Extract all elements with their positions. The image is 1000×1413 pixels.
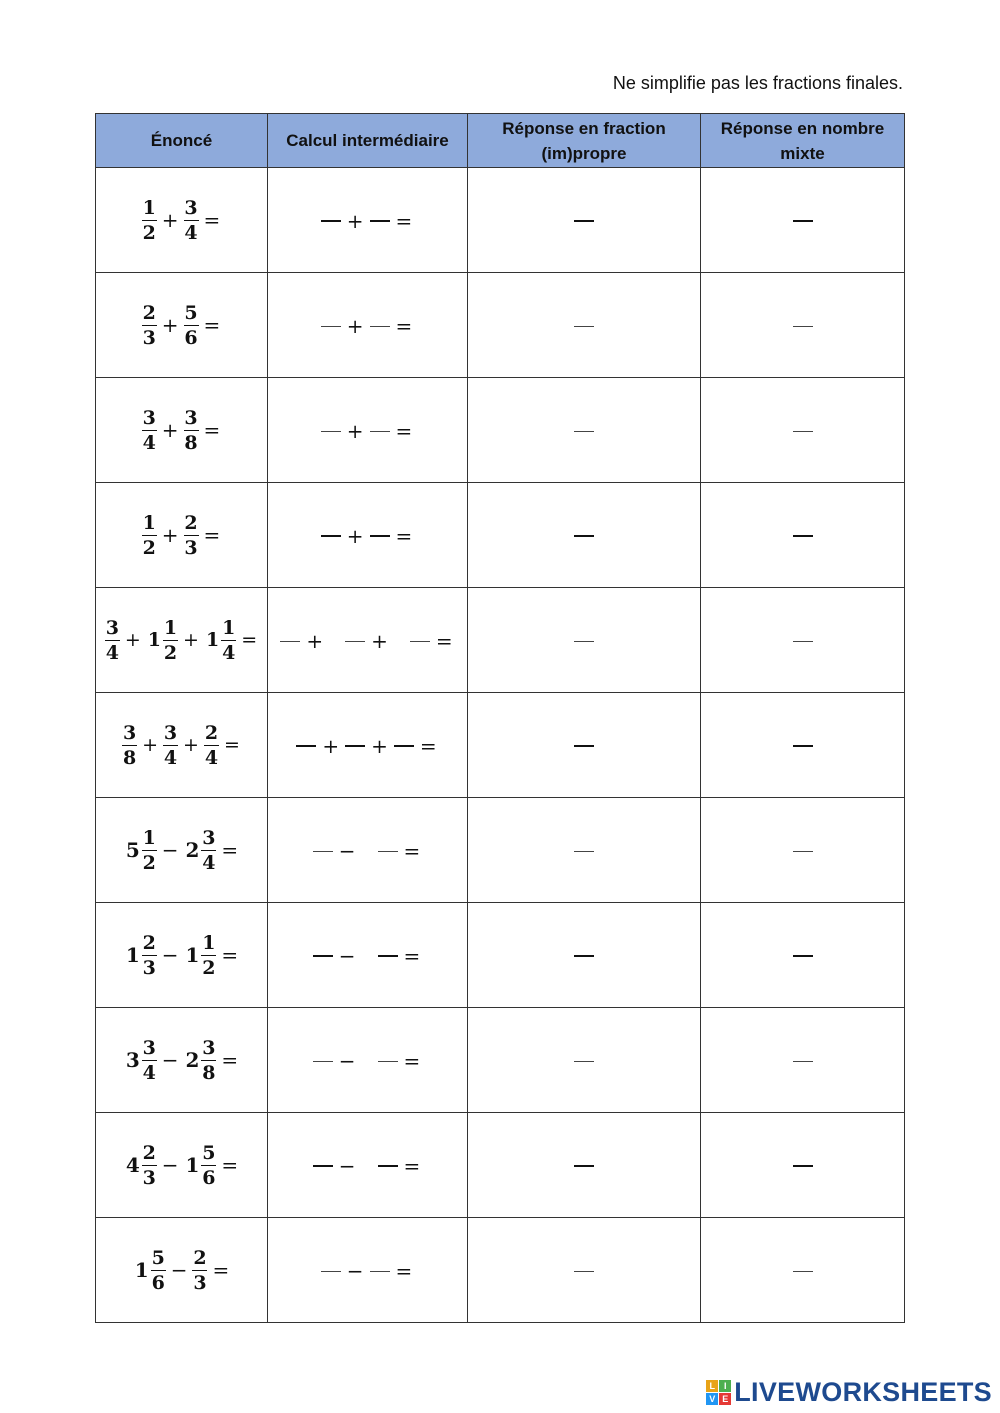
- denominator: 3: [142, 1166, 156, 1189]
- numerator: 1: [142, 826, 156, 849]
- calc-expression[interactable]: [311, 944, 425, 968]
- operator: +: [161, 523, 179, 547]
- whole-number: 1: [185, 1153, 200, 1177]
- answer-mixed-blank[interactable]: [793, 1165, 813, 1167]
- operator: +: [346, 524, 364, 548]
- table-row: [96, 483, 905, 588]
- answer-fraction-cell[interactable]: [468, 483, 701, 588]
- whole-number: 2: [185, 1048, 200, 1072]
- logo-mark-letter: E: [719, 1393, 731, 1405]
- equals-sign: =: [221, 943, 239, 967]
- numerator: 5: [151, 1246, 165, 1269]
- answer-fraction-blank[interactable]: [574, 1061, 594, 1062]
- operator: +: [161, 208, 179, 232]
- denominator: 6: [184, 326, 198, 349]
- fraction: [184, 512, 199, 559]
- fraction: [201, 932, 216, 979]
- operator: −: [161, 838, 179, 862]
- fraction-bar: [122, 745, 137, 746]
- calc-cell[interactable]: [268, 588, 468, 693]
- statement-expression: [140, 302, 224, 349]
- numerator: 2: [193, 1246, 207, 1269]
- fraction-blank[interactable]: [280, 641, 300, 642]
- equals-sign: =: [403, 839, 421, 864]
- answer-fraction-blank[interactable]: [574, 745, 594, 747]
- answer-mixed-blank[interactable]: [793, 535, 813, 537]
- answer-fraction-blank[interactable]: [574, 326, 594, 327]
- calc-expression[interactable]: [311, 1049, 425, 1073]
- fraction-blank[interactable]: [370, 431, 390, 432]
- denominator: 3: [142, 326, 156, 349]
- fraction-blank[interactable]: [345, 745, 365, 747]
- equals-sign: =: [395, 209, 413, 233]
- equals-sign: =: [221, 1153, 239, 1177]
- fraction-bar: [201, 850, 216, 851]
- fraction-blank[interactable]: [321, 220, 341, 222]
- numerator: 1: [222, 616, 236, 639]
- calc-expression[interactable]: [319, 419, 417, 443]
- fraction: [201, 827, 216, 874]
- answer-mixed-cell[interactable]: [701, 1008, 905, 1113]
- answer-mixed-blank[interactable]: [793, 641, 813, 642]
- fraction: [142, 932, 157, 979]
- denominator: 2: [163, 641, 178, 664]
- statement-cell: [96, 1113, 268, 1218]
- statement-expression: [140, 407, 224, 454]
- numerator: 3: [202, 826, 216, 849]
- numerator: 3: [202, 1036, 216, 1059]
- fraction-blank[interactable]: [378, 851, 398, 852]
- table-row: [96, 588, 905, 693]
- calc-expression[interactable]: [294, 734, 440, 758]
- fraction: [163, 617, 178, 664]
- whole-number: 1: [134, 1258, 149, 1282]
- fraction: [105, 617, 120, 664]
- equals-sign: =: [203, 418, 221, 442]
- numerator: 2: [142, 1141, 156, 1164]
- fraction-bar: [184, 430, 199, 431]
- denominator: 2: [202, 956, 216, 979]
- operator: +: [183, 734, 199, 756]
- equals-sign: =: [395, 1259, 413, 1284]
- fraction: [163, 722, 178, 769]
- fraction-bar: [221, 640, 236, 641]
- fraction-bar: [201, 955, 216, 956]
- operator: +: [306, 629, 324, 654]
- equals-sign: =: [395, 524, 413, 548]
- answer-fraction-cell[interactable]: [468, 273, 701, 378]
- equals-sign: =: [221, 1048, 239, 1072]
- fraction-bar: [201, 1165, 216, 1166]
- statement-expression: [122, 932, 241, 979]
- statement-expression: [122, 1142, 241, 1189]
- fraction: [142, 1037, 157, 1084]
- calc-cell[interactable]: [268, 1218, 468, 1323]
- answer-fraction-cell[interactable]: [468, 693, 701, 798]
- fraction-bar: [142, 430, 157, 431]
- fraction-blank[interactable]: [321, 326, 341, 327]
- fraction-blank[interactable]: [313, 851, 333, 852]
- fraction-bar: [192, 1270, 207, 1271]
- equals-sign: =: [241, 629, 258, 651]
- denominator: 4: [184, 221, 198, 244]
- answer-mixed-blank[interactable]: [793, 851, 813, 852]
- statement-expression: [140, 197, 224, 244]
- answer-mixed-cell[interactable]: [701, 378, 905, 483]
- fraction-bar: [142, 535, 157, 536]
- header-calcul: Calcul intermédiaire: [268, 114, 468, 168]
- equals-sign: =: [395, 419, 413, 444]
- operator: −: [346, 1259, 364, 1284]
- calc-expression[interactable]: [319, 209, 417, 233]
- table-row: [96, 693, 905, 798]
- fraction-blank[interactable]: [370, 220, 390, 222]
- answer-mixed-blank[interactable]: [793, 1061, 813, 1062]
- calc-cell[interactable]: [268, 378, 468, 483]
- answer-mixed-blank[interactable]: [793, 326, 813, 327]
- operator: −: [161, 1048, 179, 1072]
- worksheet-table: [95, 113, 905, 1323]
- numerator: 3: [184, 196, 198, 219]
- statement-expression: [140, 512, 224, 559]
- operator: −: [338, 944, 356, 968]
- fraction-blank[interactable]: [370, 535, 390, 537]
- answer-mixed-cell[interactable]: [701, 1218, 905, 1323]
- fraction-bar: [142, 850, 157, 851]
- answer-fraction-cell[interactable]: [468, 798, 701, 903]
- operator: +: [142, 734, 159, 756]
- denominator: 3: [142, 956, 156, 979]
- fraction: [192, 1247, 207, 1294]
- answer-fraction-blank[interactable]: [574, 220, 594, 222]
- answer-mixed-cell[interactable]: [701, 483, 905, 588]
- calc-cell[interactable]: [268, 483, 468, 588]
- table-row: [96, 273, 905, 378]
- whole-number: 1: [205, 629, 220, 651]
- table-row: [96, 1113, 905, 1218]
- numerator: 2: [184, 511, 198, 534]
- equals-sign: =: [403, 1154, 421, 1178]
- calc-expression[interactable]: [311, 1154, 425, 1178]
- statement-cell: [96, 1218, 268, 1323]
- table-row: [96, 1008, 905, 1113]
- answer-mixed-cell[interactable]: [701, 798, 905, 903]
- fraction: [184, 197, 199, 244]
- header-row: [96, 114, 905, 168]
- answer-fraction-blank[interactable]: [574, 431, 594, 432]
- equals-sign: =: [395, 314, 413, 339]
- fraction-blank[interactable]: [345, 641, 365, 642]
- denominator: 6: [202, 1166, 216, 1189]
- statement-cell: [96, 798, 268, 903]
- calc-expression[interactable]: [319, 1259, 417, 1283]
- fraction: [142, 302, 157, 349]
- equals-sign: =: [403, 1049, 421, 1074]
- statement-cell: [96, 903, 268, 1008]
- numerator: 1: [142, 196, 156, 219]
- denominator: 2: [142, 851, 156, 874]
- fraction: [142, 1142, 157, 1189]
- numerator: 1: [142, 511, 156, 534]
- denominator: 6: [151, 1271, 165, 1294]
- answer-fraction-blank[interactable]: [574, 1165, 594, 1167]
- numerator: 5: [202, 1141, 216, 1164]
- table-row: [96, 903, 905, 1008]
- fraction-bar: [142, 325, 157, 326]
- denominator: 8: [122, 746, 137, 769]
- whole-number: 1: [185, 943, 200, 967]
- table-row: [96, 1218, 905, 1323]
- calc-cell[interactable]: [268, 798, 468, 903]
- numerator: 1: [202, 931, 216, 954]
- fraction-blank[interactable]: [378, 1061, 398, 1062]
- equals-sign: =: [203, 313, 221, 337]
- calc-cell[interactable]: [268, 1113, 468, 1218]
- operator: +: [124, 629, 141, 651]
- statement-cell: [96, 483, 268, 588]
- answer-fraction-blank[interactable]: [574, 1271, 594, 1272]
- fraction-blank[interactable]: [313, 1165, 333, 1167]
- fraction: [142, 197, 157, 244]
- fraction-blank[interactable]: [296, 745, 316, 747]
- logo-mark-icon: [706, 1380, 731, 1405]
- equals-sign: =: [419, 734, 437, 758]
- fraction-blank[interactable]: [378, 1165, 398, 1167]
- fraction-blank[interactable]: [313, 1061, 333, 1062]
- answer-fraction-cell[interactable]: [468, 1113, 701, 1218]
- answer-mixed-blank[interactable]: [793, 1271, 813, 1272]
- header-fraction: Réponse en fraction (im)propre: [468, 114, 701, 168]
- denominator: 4: [105, 641, 119, 664]
- table-row: [96, 798, 905, 903]
- whole-number: 1: [147, 629, 162, 651]
- logo-mark-letter: L: [706, 1380, 718, 1392]
- operator: +: [183, 629, 199, 651]
- denominator: 2: [142, 536, 156, 559]
- answer-fraction-blank[interactable]: [574, 955, 594, 957]
- numerator: 3: [105, 616, 119, 639]
- logo-mark-letter: I: [719, 1380, 731, 1392]
- table-row: [96, 378, 905, 483]
- statement-cell: [96, 168, 268, 273]
- denominator: 3: [193, 1271, 207, 1294]
- answer-mixed-cell[interactable]: [701, 1113, 905, 1218]
- header-mixte: Réponse en nombre mixte: [701, 114, 905, 168]
- equals-sign: =: [223, 734, 240, 756]
- numerator: 5: [184, 301, 198, 324]
- operator: −: [161, 943, 179, 967]
- fraction-bar: [184, 325, 199, 326]
- calc-cell[interactable]: [268, 1008, 468, 1113]
- statement-cell: [96, 378, 268, 483]
- statement-cell: [96, 588, 268, 693]
- numerator: 3: [142, 1036, 156, 1059]
- fraction: [122, 722, 137, 769]
- operator: +: [161, 313, 179, 337]
- answer-fraction-blank[interactable]: [574, 535, 594, 537]
- fraction: [184, 302, 199, 349]
- fraction-bar: [151, 1270, 166, 1271]
- answer-mixed-blank[interactable]: [793, 745, 813, 747]
- numerator: 3: [142, 406, 156, 429]
- fraction: [151, 1247, 166, 1294]
- denominator: 4: [202, 851, 216, 874]
- fraction-bar: [142, 955, 157, 956]
- numerator: 2: [142, 301, 156, 324]
- statement-expression: [122, 1037, 241, 1084]
- answer-mixed-cell[interactable]: [701, 273, 905, 378]
- numerator: 1: [163, 616, 178, 639]
- answer-mixed-cell[interactable]: [701, 693, 905, 798]
- answer-mixed-cell[interactable]: [701, 588, 905, 693]
- fraction: [184, 407, 199, 454]
- fraction-bar: [105, 640, 120, 641]
- fraction: [201, 1037, 216, 1084]
- answer-fraction-cell[interactable]: [468, 1218, 701, 1323]
- fraction-blank[interactable]: [321, 431, 341, 432]
- operator: +: [346, 209, 364, 233]
- operator: +: [371, 734, 388, 758]
- fraction-bar: [163, 745, 178, 746]
- fraction-blank[interactable]: [313, 955, 333, 957]
- fraction-blank[interactable]: [370, 1271, 390, 1272]
- statement-expression: [103, 617, 260, 664]
- operator: +: [322, 734, 340, 758]
- statement-cell: [96, 273, 268, 378]
- denominator: 4: [142, 431, 156, 454]
- answer-fraction-cell[interactable]: [468, 588, 701, 693]
- denominator: 8: [184, 431, 198, 454]
- table-row: [96, 168, 905, 273]
- statement-expression: [120, 722, 243, 769]
- statement-cell: [96, 693, 268, 798]
- fraction: [204, 722, 219, 769]
- numerator: 3: [163, 721, 178, 744]
- operator: +: [346, 314, 364, 339]
- whole-number: 5: [125, 838, 140, 862]
- denominator: 4: [142, 1061, 156, 1084]
- calc-cell[interactable]: [268, 273, 468, 378]
- denominator: 2: [142, 221, 156, 244]
- fraction-bar: [184, 535, 199, 536]
- answer-mixed-cell[interactable]: [701, 903, 905, 1008]
- fraction-bar: [142, 1165, 157, 1166]
- fraction: [201, 1142, 216, 1189]
- fraction: [142, 512, 157, 559]
- numerator: 3: [184, 406, 198, 429]
- calc-expression[interactable]: [319, 314, 417, 338]
- whole-number: 3: [125, 1048, 140, 1072]
- logo-mark-letter: V: [706, 1393, 718, 1405]
- answer-mixed-blank[interactable]: [793, 220, 813, 222]
- denominator: 4: [222, 641, 236, 664]
- instruction-text: Ne simplifie pas les fractions finales.: [612, 73, 903, 93]
- fraction: [221, 617, 236, 664]
- operator: +: [161, 418, 179, 442]
- operator: −: [161, 1153, 179, 1177]
- fraction-bar: [204, 745, 219, 746]
- numerator: 2: [142, 931, 156, 954]
- operator: −: [338, 839, 356, 864]
- fraction-bar: [201, 1060, 216, 1061]
- answer-mixed-blank[interactable]: [793, 955, 813, 957]
- answer-fraction-cell[interactable]: [468, 168, 701, 273]
- fraction-blank[interactable]: [321, 1271, 341, 1272]
- fraction-bar: [142, 1060, 157, 1061]
- fraction-blank[interactable]: [321, 535, 341, 537]
- fraction-bar: [142, 220, 157, 221]
- calc-cell[interactable]: [268, 903, 468, 1008]
- calc-cell[interactable]: [268, 693, 468, 798]
- operator: −: [338, 1154, 356, 1178]
- answer-fraction-cell[interactable]: [468, 903, 701, 1008]
- liveworksheets-logo: [706, 1377, 992, 1408]
- denominator: 4: [204, 746, 219, 769]
- equals-sign: =: [403, 944, 421, 968]
- answer-fraction-cell[interactable]: [468, 378, 701, 483]
- statement-expression: [131, 1247, 232, 1294]
- statement-cell: [96, 1008, 268, 1113]
- equals-sign: =: [203, 208, 221, 232]
- fraction-blank[interactable]: [410, 641, 430, 642]
- calc-cell[interactable]: [268, 168, 468, 273]
- operator: −: [170, 1258, 188, 1282]
- answer-fraction-blank[interactable]: [574, 851, 594, 852]
- numerator: 3: [122, 721, 137, 744]
- calc-expression[interactable]: [319, 524, 417, 548]
- calc-expression[interactable]: [278, 629, 456, 653]
- denominator: 8: [202, 1061, 216, 1084]
- fraction-bar: [163, 640, 178, 641]
- operator: −: [338, 1049, 356, 1074]
- equals-sign: =: [203, 523, 221, 547]
- whole-number: 1: [125, 943, 140, 967]
- equals-sign: =: [435, 629, 453, 654]
- equals-sign: =: [212, 1258, 230, 1282]
- numerator: 2: [204, 721, 219, 744]
- denominator: 4: [163, 746, 178, 769]
- header-enonce: Énoncé: [96, 114, 268, 168]
- fraction-blank[interactable]: [370, 326, 390, 327]
- fraction: [142, 827, 157, 874]
- operator: +: [371, 629, 388, 654]
- whole-number: 2: [185, 838, 200, 862]
- logo-text: LIVEWORKSHEETS: [734, 1377, 992, 1407]
- denominator: 3: [184, 536, 198, 559]
- fraction-bar: [184, 220, 199, 221]
- statement-expression: [122, 827, 241, 874]
- fraction-blank[interactable]: [394, 745, 414, 747]
- fraction: [142, 407, 157, 454]
- answer-mixed-blank[interactable]: [793, 431, 813, 432]
- answer-mixed-cell[interactable]: [701, 168, 905, 273]
- equals-sign: =: [221, 838, 239, 862]
- whole-number: 4: [125, 1153, 140, 1177]
- operator: +: [346, 419, 364, 444]
- fraction-blank[interactable]: [378, 955, 398, 957]
- calc-expression[interactable]: [311, 839, 425, 863]
- answer-fraction-cell[interactable]: [468, 1008, 701, 1113]
- answer-fraction-blank[interactable]: [574, 641, 594, 642]
